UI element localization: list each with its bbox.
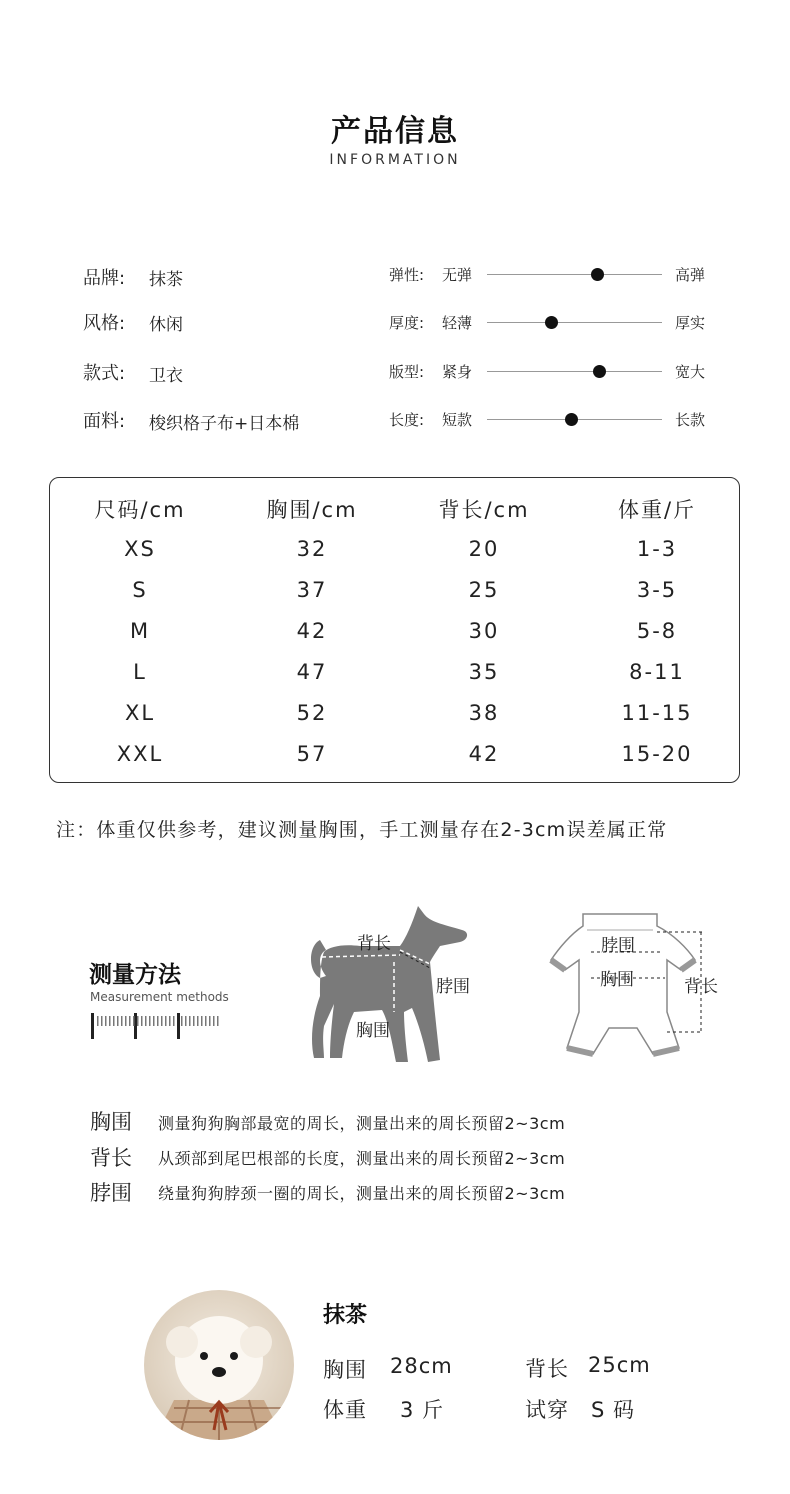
method-subtitle: Measurement methods xyxy=(90,990,229,1004)
model-back-value: 25cm xyxy=(588,1353,651,1377)
scale-low-thickness: 轻薄 xyxy=(442,314,473,332)
model-weight-label: 体重 xyxy=(323,1398,367,1422)
scale-label-length: 长度: xyxy=(389,411,425,429)
table-cell: 1-3 xyxy=(636,537,678,561)
table-cell: 5-8 xyxy=(636,619,678,643)
instruction-label-chest: 胸围 xyxy=(90,1110,132,1134)
table-cell: 8-11 xyxy=(629,660,685,684)
method-title: 测量方法 xyxy=(89,962,181,988)
measurement-note: 注：体重仅供参考，建议测量胸围，手工测量存在2-3cm误差属正常 xyxy=(56,819,668,841)
instruction-desc-chest: 测量狗狗胸部最宽的周长，测量出来的周长预留2~3cm xyxy=(158,1114,566,1133)
garment-label-neck: 脖围 xyxy=(601,936,635,956)
attribute-value-style: 休闲 xyxy=(149,315,183,335)
page-title: 产品信息 xyxy=(331,114,459,149)
scale-dot xyxy=(565,413,578,426)
scale-label-fit: 版型: xyxy=(389,363,425,381)
table-header-cell: 胸围/cm xyxy=(266,498,358,522)
scale-low-length: 短款 xyxy=(442,411,473,429)
table-cell: L xyxy=(133,660,147,684)
model-weight-value: 3 斤 xyxy=(400,1398,445,1422)
model-tryon-label: 试穿 xyxy=(525,1398,569,1422)
dog-label-neck: 脖围 xyxy=(436,977,470,997)
attribute-label-type: 款式: xyxy=(83,363,126,384)
instruction-desc-neck: 绕量狗狗脖颈一圈的周长，测量出来的周长预留2~3cm xyxy=(158,1184,566,1203)
table-cell: 35 xyxy=(468,660,500,684)
scale-low-elasticity: 无弹 xyxy=(442,266,473,284)
instruction-label-neck: 脖围 xyxy=(90,1181,132,1205)
table-cell: 15-20 xyxy=(621,742,693,766)
page-subtitle: INFORMATION xyxy=(329,152,461,168)
ruler-icon xyxy=(91,1013,221,1041)
scale-dot xyxy=(591,268,604,281)
attribute-label-fabric: 面料: xyxy=(83,411,126,432)
scale-track-fit xyxy=(487,371,662,372)
scale-label-thickness: 厚度: xyxy=(389,314,425,332)
table-header-cell: 尺码/cm xyxy=(94,498,186,522)
scale-track-elasticity xyxy=(487,274,662,275)
attribute-value-fabric: 梭织格子布+日本棉 xyxy=(149,414,300,434)
table-cell: 30 xyxy=(468,619,500,643)
scale-high-thickness: 厚实 xyxy=(675,314,706,332)
attribute-label-style: 风格: xyxy=(83,313,126,334)
model-dog-photo xyxy=(144,1290,294,1440)
garment-label-chest: 胸围 xyxy=(600,970,634,990)
table-cell: 37 xyxy=(296,578,328,602)
table-cell: XXL xyxy=(116,742,164,766)
table-cell: M xyxy=(129,619,151,643)
scale-high-length: 长款 xyxy=(675,411,706,429)
instruction-desc-back: 从颈部到尾巴根部的长度，测量出来的周长预留2~3cm xyxy=(158,1149,566,1168)
table-header-cell: 背长/cm xyxy=(438,498,530,522)
scale-high-fit: 宽大 xyxy=(675,363,706,381)
attribute-value-type: 卫衣 xyxy=(149,366,183,386)
table-cell: 42 xyxy=(468,742,500,766)
model-tryon-value: S 码 xyxy=(591,1398,636,1422)
scale-low-fit: 紧身 xyxy=(442,363,473,381)
scale-high-elasticity: 高弹 xyxy=(675,266,706,284)
table-header-cell: 体重/斤 xyxy=(617,498,697,522)
dog-label-chest: 胸围 xyxy=(356,1021,390,1041)
table-cell: 20 xyxy=(468,537,500,561)
model-chest-value: 28cm xyxy=(390,1354,453,1378)
model-chest-label: 胸围 xyxy=(323,1358,367,1382)
attribute-label-brand: 品牌: xyxy=(83,268,126,289)
dog-label-back: 背长 xyxy=(357,934,391,954)
table-cell: 3-5 xyxy=(636,578,678,602)
table-cell: 47 xyxy=(296,660,328,684)
table-cell: 52 xyxy=(296,701,328,725)
garment-label-back: 背长 xyxy=(684,977,718,997)
scale-label-elasticity: 弹性: xyxy=(389,266,425,284)
table-cell: 38 xyxy=(468,701,500,725)
attribute-value-brand: 抹茶 xyxy=(149,270,183,290)
table-cell: 32 xyxy=(296,537,328,561)
scale-track-length xyxy=(487,419,662,420)
scale-dot xyxy=(593,365,606,378)
instruction-label-back: 背长 xyxy=(90,1146,132,1170)
model-back-label: 背长 xyxy=(525,1357,569,1381)
table-cell: 25 xyxy=(468,578,500,602)
model-dog-name: 抹茶 xyxy=(323,1303,368,1328)
table-cell: 11-15 xyxy=(621,701,693,725)
size-table xyxy=(49,477,740,783)
table-cell: XS xyxy=(124,537,156,561)
table-cell: XL xyxy=(124,701,156,725)
scale-track-thickness xyxy=(487,322,662,323)
table-cell: S xyxy=(132,578,148,602)
table-cell: 57 xyxy=(296,742,328,766)
table-cell: 42 xyxy=(296,619,328,643)
scale-dot xyxy=(545,316,558,329)
